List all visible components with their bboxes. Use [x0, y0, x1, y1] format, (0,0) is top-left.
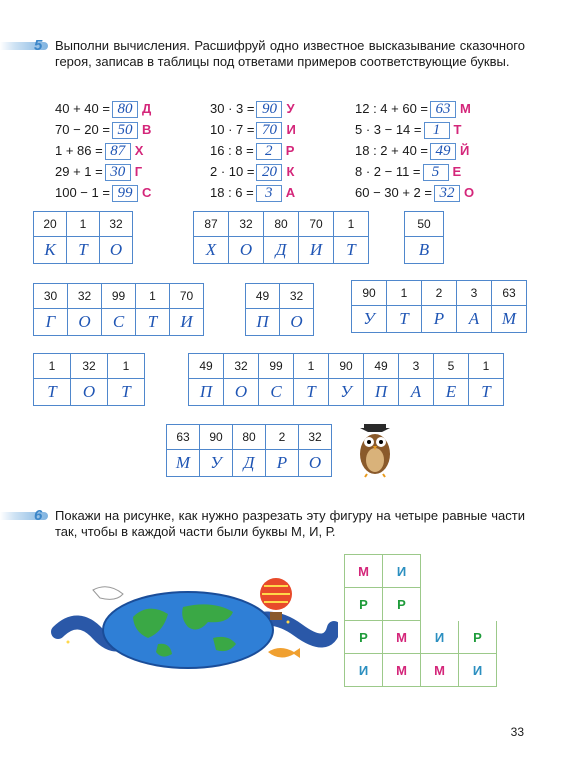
- decode-number-cell: 3: [457, 281, 492, 306]
- decode-letter-cell[interactable]: Е: [434, 379, 469, 406]
- grid-cell[interactable]: И: [383, 555, 421, 588]
- decode-number-cell: 99: [259, 354, 294, 379]
- decode-letter-cell[interactable]: Т: [67, 237, 100, 264]
- task-5-text: Выполни вычисления. Расшифруй одно известное высказывание сказочного героя, записав в таблицы под ответами примеров соответствующие буквы.: [55, 38, 525, 69]
- grid-cell-empty: [459, 555, 497, 588]
- decode-number-cell: 1: [67, 212, 100, 237]
- equation-answer: 63: [430, 101, 456, 118]
- decode-number-cell: 1: [294, 354, 329, 379]
- equation-answer: 90: [256, 101, 282, 118]
- decode-letter-cell[interactable]: О: [71, 379, 108, 406]
- decode-letter-cell[interactable]: О: [280, 309, 314, 336]
- grid-cell[interactable]: И: [459, 654, 497, 687]
- decode-letter-cell[interactable]: К: [34, 237, 67, 264]
- decode-table: [33, 211, 133, 264]
- equation-letter: М: [460, 101, 471, 116]
- decode-letter-cell[interactable]: Р: [266, 450, 299, 477]
- equation-expression: 5 · 3 − 14 =: [355, 122, 422, 137]
- equation: [355, 121, 461, 139]
- decode-number-cell: 80: [233, 425, 266, 450]
- decode-letter-cell[interactable]: Т: [136, 309, 170, 336]
- grid-cell-empty: [421, 588, 459, 621]
- equation-letter: В: [141, 122, 152, 137]
- equation-letter: Г: [134, 164, 143, 179]
- equation: [210, 121, 296, 139]
- equation-expression: 2 · 10 =: [210, 164, 255, 179]
- decode-number-cell: 1: [334, 212, 369, 237]
- decode-letter-cell[interactable]: Т: [34, 379, 71, 406]
- equation-answer: 80: [112, 101, 138, 118]
- decode-letter-cell[interactable]: П: [246, 309, 280, 336]
- equation: [355, 100, 471, 118]
- equation-letter: Т: [453, 122, 462, 137]
- decode-letter-cell[interactable]: Т: [469, 379, 504, 406]
- equation-expression: 8 · 2 − 11 =: [355, 164, 421, 179]
- decode-letter-cell[interactable]: Д: [264, 237, 299, 264]
- decode-letter-cell[interactable]: Х: [194, 237, 229, 264]
- decode-number-cell: 1: [469, 354, 504, 379]
- letters-grid: [344, 554, 497, 687]
- grid-cell[interactable]: Р: [383, 588, 421, 621]
- equation: [55, 100, 151, 118]
- grid-cell[interactable]: М: [383, 654, 421, 687]
- equation: [55, 121, 151, 139]
- equation-expression: 18 : 6 =: [210, 185, 254, 200]
- equation-answer: 5: [423, 164, 449, 181]
- decode-number-cell: 1: [136, 284, 170, 309]
- decode-letter-cell[interactable]: П: [189, 379, 224, 406]
- grid-cell[interactable]: М: [421, 654, 459, 687]
- equation: [210, 142, 294, 160]
- equation-answer: 32: [434, 185, 460, 202]
- decode-letter-cell[interactable]: С: [259, 379, 294, 406]
- decode-number-cell: 1: [108, 354, 145, 379]
- equation-expression: 16 : 8 =: [210, 143, 254, 158]
- decode-number-cell: 3: [399, 354, 434, 379]
- equation-answer: 99: [112, 185, 138, 202]
- decode-number-cell: 49: [189, 354, 224, 379]
- decode-letter-cell[interactable]: А: [399, 379, 434, 406]
- decode-number-cell: 1: [34, 354, 71, 379]
- decode-table: [404, 211, 444, 264]
- decode-letter-cell[interactable]: У: [352, 306, 387, 333]
- equation-letter: А: [285, 185, 296, 200]
- decode-number-cell: 32: [299, 425, 332, 450]
- equation-answer: 30: [105, 164, 131, 181]
- decode-letter-cell[interactable]: М: [492, 306, 527, 333]
- decode-letter-cell[interactable]: Т: [387, 306, 422, 333]
- decode-number-cell: 32: [229, 212, 264, 237]
- equation-letter: И: [286, 122, 296, 137]
- decode-letter-cell[interactable]: И: [170, 309, 204, 336]
- decode-table: [193, 211, 369, 264]
- decode-number-cell: 49: [364, 354, 399, 379]
- decode-number-cell: 49: [246, 284, 280, 309]
- decode-number-cell: 87: [194, 212, 229, 237]
- decode-number-cell: 32: [280, 284, 314, 309]
- equation-expression: 1 + 86 =: [55, 143, 103, 158]
- decode-number-cell: 90: [352, 281, 387, 306]
- decode-letter-cell[interactable]: А: [457, 306, 492, 333]
- decode-number-cell: 32: [224, 354, 259, 379]
- decode-number-cell: 90: [200, 425, 233, 450]
- decode-letter-cell[interactable]: М: [167, 450, 200, 477]
- owl-icon: [352, 422, 398, 478]
- decode-letter-cell[interactable]: Д: [233, 450, 266, 477]
- decode-letter-cell[interactable]: Т: [108, 379, 145, 406]
- decode-number-cell: 32: [68, 284, 102, 309]
- grid-cell[interactable]: Р: [459, 621, 497, 654]
- decode-letter-cell[interactable]: Т: [294, 379, 329, 406]
- decode-letter-cell[interactable]: Г: [34, 309, 68, 336]
- equation: [210, 100, 295, 118]
- decode-table: [351, 280, 527, 333]
- equation-letter: Х: [134, 143, 144, 158]
- grid-cell[interactable]: И: [421, 621, 459, 654]
- decode-table: [188, 353, 504, 406]
- decode-number-cell: 63: [167, 425, 200, 450]
- decode-number-cell: 90: [329, 354, 364, 379]
- decode-letter-cell[interactable]: О: [224, 379, 259, 406]
- decode-number-cell: 5: [434, 354, 469, 379]
- equation-letter: О: [463, 185, 475, 200]
- equation-answer: 50: [112, 122, 138, 139]
- task-5-number: 5: [34, 37, 43, 54]
- decode-number-cell: 99: [102, 284, 136, 309]
- decode-letter-cell[interactable]: О: [68, 309, 102, 336]
- decode-table: [245, 283, 314, 336]
- decode-table: [166, 424, 332, 477]
- equation-answer: 49: [430, 143, 456, 160]
- equation-answer: 20: [256, 164, 282, 181]
- task-6-number: 6: [34, 507, 43, 524]
- equation-expression: 18 : 2 + 40 =: [355, 143, 429, 158]
- decode-number-cell: 32: [100, 212, 133, 237]
- equation-expression: 40 + 40 =: [55, 101, 110, 116]
- grid-cell-empty: [421, 555, 459, 588]
- equation-letter: Д: [141, 101, 152, 116]
- decode-number-cell: 70: [170, 284, 204, 309]
- equation-expression: 30 · 3 =: [210, 101, 255, 116]
- grid-cell[interactable]: М: [383, 621, 421, 654]
- equation-answer: 87: [105, 143, 131, 160]
- decode-number-cell: 1: [387, 281, 422, 306]
- equation-answer: 2: [256, 143, 282, 160]
- decode-letter-cell[interactable]: Т: [334, 237, 369, 264]
- equation: [355, 163, 461, 181]
- equation-letter: У: [286, 101, 295, 116]
- decode-table: [33, 353, 145, 406]
- decode-letter-cell[interactable]: О: [299, 450, 332, 477]
- equation-expression: 70 − 20 =: [55, 122, 110, 137]
- decode-number-cell: 30: [34, 284, 68, 309]
- equation-letter: С: [141, 185, 152, 200]
- decode-letter-cell[interactable]: И: [299, 237, 334, 264]
- decode-number-cell: 50: [405, 212, 444, 237]
- equation-letter: Е: [452, 164, 462, 179]
- grid-cell-empty: [459, 588, 497, 621]
- equation: [55, 163, 142, 181]
- page-number: 33: [510, 725, 524, 739]
- decode-number-cell: 32: [71, 354, 108, 379]
- decode-number-cell: 2: [422, 281, 457, 306]
- decode-letter-cell[interactable]: С: [102, 309, 136, 336]
- decode-letter-cell[interactable]: У: [200, 450, 233, 477]
- grid-cell[interactable]: Р: [345, 621, 383, 654]
- grid-cell[interactable]: Р: [345, 588, 383, 621]
- decode-number-cell: 63: [492, 281, 527, 306]
- equation-expression: 100 − 1 =: [55, 185, 110, 200]
- decode-number-cell: 70: [299, 212, 334, 237]
- decode-letter-cell[interactable]: П: [364, 379, 399, 406]
- equation-expression: 12 : 4 + 60 =: [355, 101, 429, 116]
- equation-answer: 70: [256, 122, 282, 139]
- decode-number-cell: 20: [34, 212, 67, 237]
- equation: [355, 142, 469, 160]
- decode-letter-cell[interactable]: О: [100, 237, 133, 264]
- decode-table: [33, 283, 204, 336]
- decode-letter-cell[interactable]: Р: [422, 306, 457, 333]
- equation-letter: К: [286, 164, 295, 179]
- equation: [355, 184, 474, 202]
- grid-cell[interactable]: И: [345, 654, 383, 687]
- earth-illustration: [38, 572, 338, 672]
- equation: [55, 184, 151, 202]
- equation-answer: 3: [256, 185, 282, 202]
- decode-letter-cell[interactable]: О: [229, 237, 264, 264]
- grid-cell[interactable]: М: [345, 555, 383, 588]
- equation-expression: 10 · 7 =: [210, 122, 255, 137]
- decode-number-cell: 2: [266, 425, 299, 450]
- decode-number-cell: 80: [264, 212, 299, 237]
- equation-expression: 29 + 1 =: [55, 164, 103, 179]
- equation-answer: 1: [424, 122, 450, 139]
- equation: [55, 142, 143, 160]
- task-6-text: Покажи на рисунке, как нужно разрезать эту фигуру на четыре равные части так, чтобы в каждой части были буквы М, И, Р.: [55, 508, 525, 539]
- decode-letter-cell[interactable]: У: [329, 379, 364, 406]
- equation-letter: Й: [460, 143, 470, 158]
- equation-expression: 60 − 30 + 2 =: [355, 185, 432, 200]
- equation: [210, 184, 295, 202]
- decode-letter-cell[interactable]: В: [405, 237, 444, 264]
- equation: [210, 163, 294, 181]
- equation-letter: Р: [285, 143, 295, 158]
